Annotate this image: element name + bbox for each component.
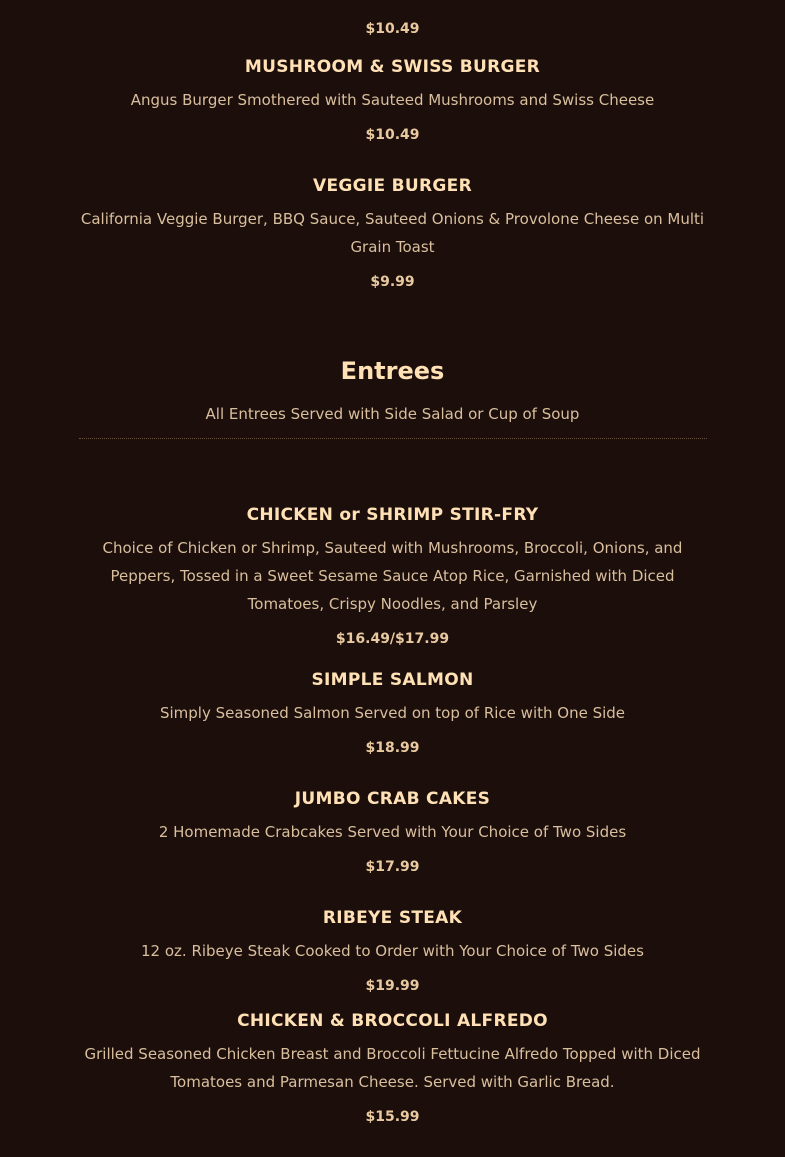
menu-item-price: $9.99	[370, 274, 415, 290]
menu-item-title: JUMBO CRAB CAKES	[294, 789, 491, 809]
section-subtitle: All Entrees Served with Side Salad or Cup of Soup	[205, 405, 580, 423]
menu-item-description: Grilled Seasoned Chicken Breast and Broccoli Fettucine Alfredo Topped with Diced Tomatoes and Parmesan Cheese. Served with Garlic Bread.	[84, 1045, 701, 1091]
menu-item-title: MUSHROOM & SWISS BURGER	[244, 57, 541, 77]
menu-item-price: $19.99	[365, 978, 420, 994]
menu-item-price: $17.99	[365, 859, 420, 875]
menu-item-title: SIMPLE SALMON	[311, 670, 474, 690]
menu-item-price: $18.99	[365, 740, 420, 756]
menu-item-description: Simply Seasoned Salmon Served on top of Rice with One Side	[159, 704, 626, 722]
menu-item-price: $10.49	[365, 127, 420, 143]
menu-item-description: 2 Homemade Crabcakes Served with Your Choice of Two Sides	[158, 823, 627, 841]
menu-item-price: $16.49/$17.99	[335, 631, 450, 647]
section-divider	[79, 438, 707, 439]
menu-item-title: CHICKEN & BROCCOLI ALFREDO	[237, 1011, 548, 1031]
menu-item-description: 12 oz. Ribeye Steak Cooked to Order with Your Choice of Two Sides	[141, 942, 644, 960]
menu-item-title: RIBEYE STEAK	[322, 908, 463, 928]
menu-item-price: $10.49	[365, 21, 420, 37]
menu-item-title: VEGGIE BURGER	[313, 176, 472, 196]
menu-item-description: California Veggie Burger, BBQ Sauce, Sauteed Onions & Provolone Cheese on Multi Grain Toast	[80, 210, 705, 256]
menu-item-price: $15.99	[365, 1109, 420, 1125]
menu-item-description: Choice of Chicken or Shrimp, Sauteed with Mushrooms, Broccoli, Onions, and Peppers, Tossed in a Sweet Sesame Sauce Atop Rice, Garnished with Diced Tomatoes, Crispy Noodles, and Parsley	[102, 539, 683, 613]
menu-item-description: Angus Burger Smothered with Sauteed Mushrooms and Swiss Cheese	[130, 91, 655, 109]
section-title: Entrees	[340, 357, 445, 385]
menu-item-title: CHICKEN or SHRIMP STIR-FRY	[246, 505, 539, 525]
